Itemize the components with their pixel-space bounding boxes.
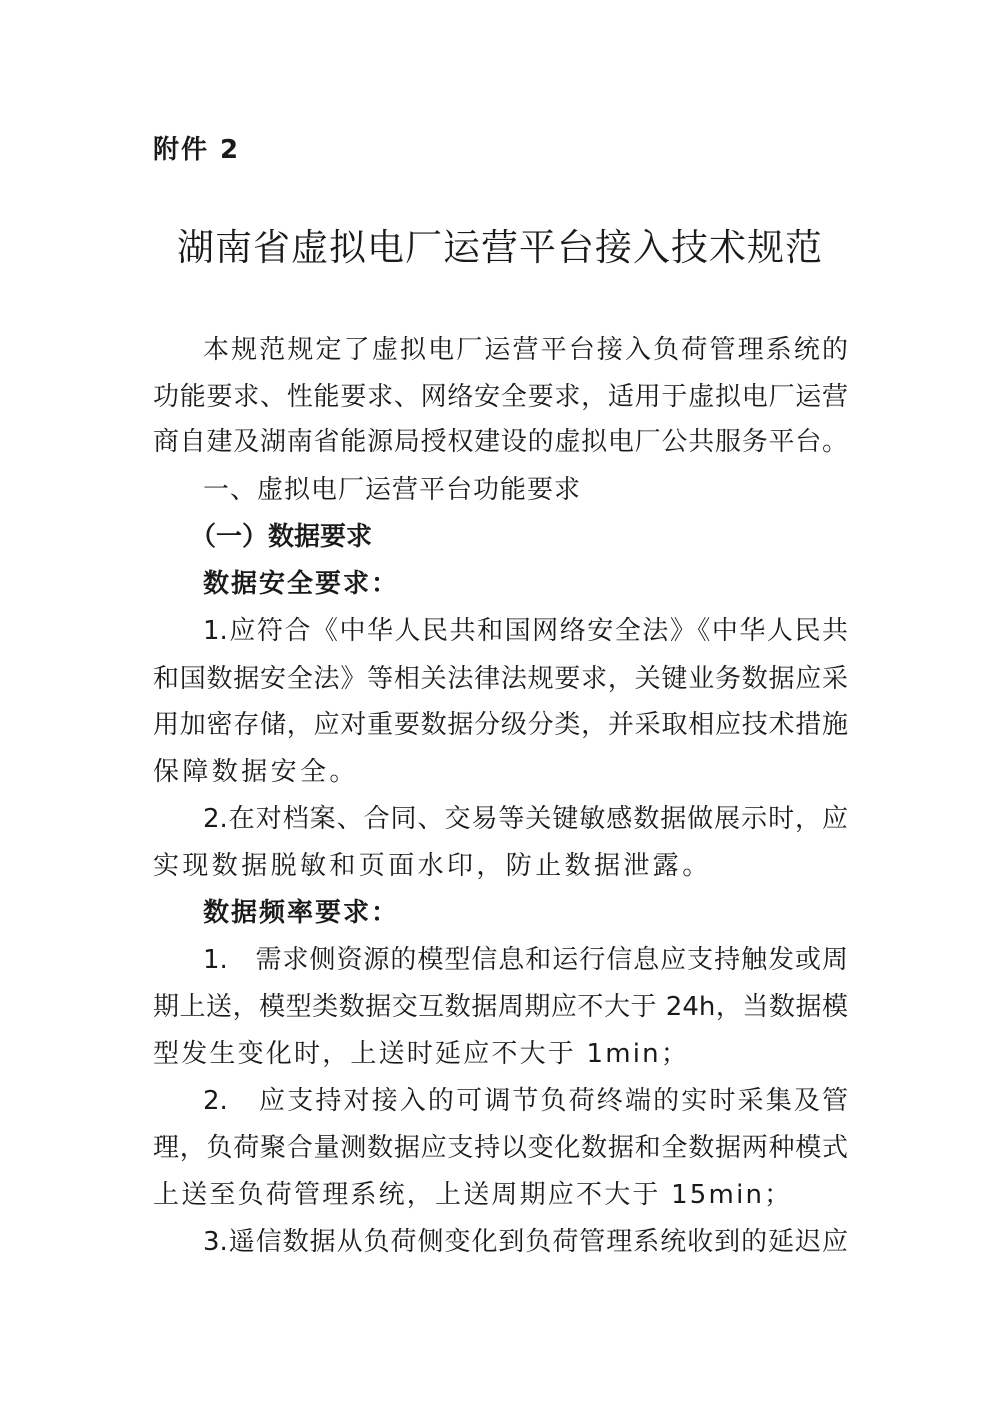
document-title: 湖南省虚拟电厂运营平台接入技术规范: [177, 226, 823, 269]
intro-line-1: 本规范规定了虚拟电厂运营平台接入负荷管理系统的: [203, 335, 848, 365]
frequency-item-1-line-3: 型发生变化时，上送时延应不大于 1min；: [153, 1039, 690, 1069]
security-item-1-line-3: 用加密存储，应对重要数据分级分类，并采取相应技术措施: [153, 710, 848, 740]
security-item-1-line-1: 1.应符合《中华人民共和国网络安全法》《中华人民共: [203, 616, 848, 646]
frequency-item-2-line-3: 上送至负荷管理系统，上送周期应不大于 15min；: [153, 1180, 793, 1210]
security-item-1-line-2: 和国数据安全法》等相关法律法规要求，关键业务数据应采: [153, 664, 848, 694]
data-security-heading: 数据安全要求：: [203, 569, 400, 599]
frequency-item-1-line-1: 1. 需求侧资源的模型信息和运行信息应支持触发或周: [203, 945, 848, 975]
section-heading: 一、虚拟电厂运营平台功能要求: [203, 475, 582, 505]
security-item-1-line-4: 保障数据安全。: [153, 757, 359, 787]
subsection-heading: （一）数据要求: [190, 522, 373, 552]
frequency-item-3-line-1: 3.遥信数据从负荷侧变化到负荷管理系统收到的延迟应: [203, 1227, 848, 1257]
intro-line-2: 功能要求、性能要求、网络安全要求，适用于虚拟电厂运营: [153, 382, 848, 412]
data-frequency-heading: 数据频率要求：: [203, 898, 400, 928]
security-item-2-line-1: 2.在对档案、合同、交易等关键敏感数据做展示时，应: [203, 804, 848, 834]
frequency-item-1-line-2: 期上送，模型类数据交互数据周期应不大于 24h，当数据模: [153, 992, 848, 1022]
security-item-2-line-2: 实现数据脱敏和页面水印，防止数据泄露。: [153, 851, 712, 881]
frequency-item-2-line-1: 2. 应支持对接入的可调节负荷终端的实时采集及管: [203, 1086, 848, 1116]
attachment-label: 附件 2: [153, 135, 241, 165]
intro-line-3: 商自建及湖南省能源局授权建设的虚拟电厂公共服务平台。: [153, 427, 848, 457]
frequency-item-2-line-2: 理，负荷聚合量测数据应支持以变化数据和全数据两种模式: [153, 1133, 848, 1163]
